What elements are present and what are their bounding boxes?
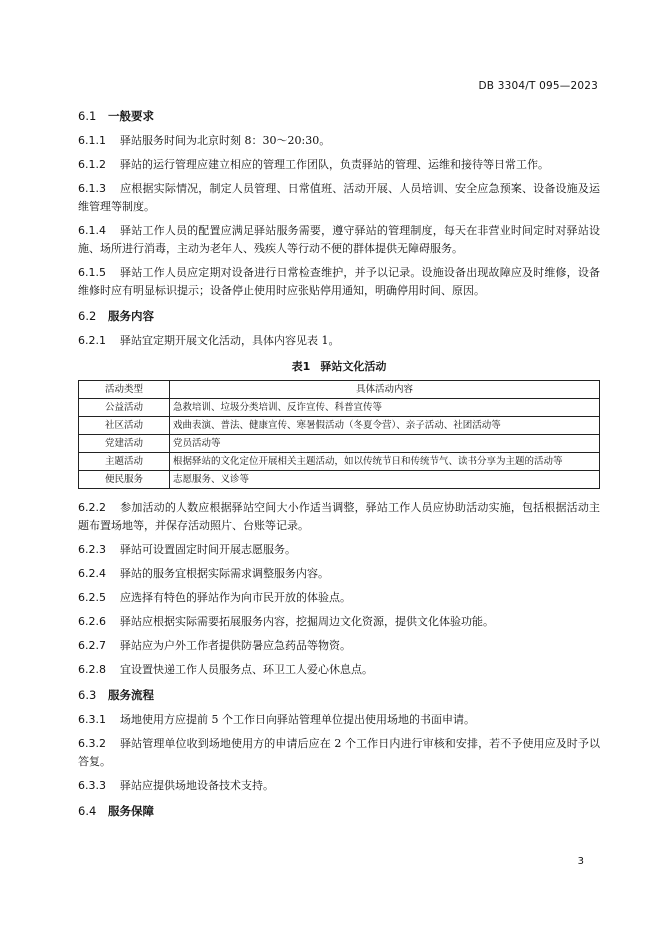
clause — [78, 264, 600, 300]
clause — [78, 661, 600, 679]
cell-detail: 党员活动等 — [170, 435, 600, 453]
section-heading — [78, 801, 600, 821]
clause — [78, 735, 600, 771]
clause-number: 6.1.5 — [78, 266, 106, 279]
clause-text: 驿站宜定期开展文化活动，具体内容见表 1。 — [120, 334, 340, 347]
section-number: 6.1 — [78, 109, 97, 123]
clause-number: 6.2.2 — [78, 501, 106, 514]
clause-text: 驿站的运行管理应建立相应的管理工作团队，负责驿站的管理、运维和接待等日常工作。 — [120, 158, 549, 171]
clause-number: 6.2.4 — [78, 567, 106, 580]
table-number: 表1 — [291, 360, 311, 373]
table-row — [79, 435, 600, 453]
clause — [78, 156, 600, 174]
clause — [78, 180, 600, 216]
cell-detail: 根据驿站的文化定位开展相关主题活动，如以传统节日和传统节气、读书分享为主题的活动等 — [170, 453, 600, 471]
section-heading — [78, 685, 600, 705]
clause — [78, 613, 600, 631]
column-header-detail: 具体活动内容 — [170, 381, 600, 399]
clause-text: 驿站可设置固定时间开展志愿服务。 — [120, 543, 296, 556]
section-title: 一般要求 — [108, 109, 154, 123]
clause-number: 6.2.6 — [78, 615, 106, 628]
clause-number: 6.2.3 — [78, 543, 106, 556]
page-number: 3 — [577, 856, 584, 867]
section-number: 6.3 — [78, 688, 97, 702]
document-body — [78, 106, 600, 821]
table-row — [79, 417, 600, 435]
clause-number: 6.2.5 — [78, 591, 106, 604]
clause-text: 驿站的服务宜根据实际需求调整服务内容。 — [120, 567, 329, 580]
section-number: 6.2 — [78, 309, 97, 323]
clause-text: 场地使用方应提前 5 个工作日向驿站管理单位提出使用场地的书面申请。 — [120, 713, 475, 726]
section-title: 服务流程 — [108, 688, 154, 702]
clause — [78, 222, 600, 258]
clause-text: 驿站应根据实际需要拓展服务内容，挖掘周边文化资源，提供文化体验功能。 — [120, 615, 494, 628]
clause — [78, 589, 600, 607]
clause — [78, 541, 600, 559]
clause-text: 驿站管理单位收到场地使用方的申请后应在 2 个工作日内进行审核和安排，若不予使用应及时予以答复。 — [78, 737, 600, 768]
clause-number: 6.1.4 — [78, 224, 106, 237]
clause-number: 6.3.3 — [78, 779, 106, 792]
clause-number: 6.3.2 — [78, 737, 106, 750]
section-number: 6.4 — [78, 804, 97, 818]
clause-number: 6.2.8 — [78, 663, 106, 676]
clause-number: 6.3.1 — [78, 713, 106, 726]
clause-text: 应选择有特色的驿站作为向市民开放的体验点。 — [120, 591, 351, 604]
cell-type: 社区活动 — [79, 417, 170, 435]
clause — [78, 332, 600, 350]
clause-text: 参加活动的人数应根据驿站空间大小作适当调整，驿站工作人员应协助活动实施，包括根据活动主题布置场地等，并保存活动照片、台账等记录。 — [78, 501, 600, 532]
clause — [78, 565, 600, 583]
clause — [78, 499, 600, 535]
clause — [78, 777, 600, 795]
cell-type: 公益活动 — [79, 399, 170, 417]
activities-table — [78, 380, 600, 489]
clause-number: 6.1.2 — [78, 158, 106, 171]
cell-type: 便民服务 — [79, 471, 170, 489]
clause — [78, 132, 600, 150]
clause — [78, 637, 600, 655]
column-header-type: 活动类型 — [79, 381, 170, 399]
section-heading — [78, 306, 600, 326]
clause-number: 6.2.1 — [78, 334, 106, 347]
clause-number: 6.2.7 — [78, 639, 106, 652]
clause-text: 驿站工作人员应定期对设备进行日常检查维护，并予以记录。设施设备出现故障应及时维修，设备维修时应有明显标识提示；设备停止使用时应张贴停用通知，明确停用时间、原因。 — [78, 266, 600, 297]
clause-text: 驿站应为户外工作者提供防暑应急药品等物资。 — [120, 639, 351, 652]
table-row — [79, 471, 600, 489]
section-heading — [78, 106, 600, 126]
clause-text: 应根据实际情况，制定人员管理、日常值班、活动开展、人员培训、安全应急预案、设备设施及运维管理等制度。 — [78, 182, 600, 213]
cell-detail: 志愿服务、义诊等 — [170, 471, 600, 489]
clause — [78, 711, 600, 729]
table-header-row — [79, 381, 600, 399]
document-id: DB 3304/T 095—2023 — [478, 80, 598, 92]
cell-type: 党建活动 — [79, 435, 170, 453]
clause-number: 6.1.1 — [78, 134, 106, 147]
clause-text: 驿站应提供场地设备技术支持。 — [120, 779, 274, 792]
cell-detail: 戏曲表演、普法、健康宣传、寒暑假活动（冬夏令营）、亲子活动、社团活动等 — [170, 417, 600, 435]
table-caption — [78, 356, 600, 378]
table-title: 驿站文化活动 — [320, 360, 387, 373]
clause-text: 驿站服务时间为北京时刻 8：30～20:30。 — [120, 134, 331, 147]
table-row — [79, 453, 600, 471]
clause-number: 6.1.3 — [78, 182, 106, 195]
section-title: 服务保障 — [108, 804, 154, 818]
cell-type: 主题活动 — [79, 453, 170, 471]
clause-text: 宜设置快递工作人员服务点、环卫工人爱心休息点。 — [120, 663, 373, 676]
section-title: 服务内容 — [108, 309, 154, 323]
cell-detail: 急救培训、垃圾分类培训、反诈宣传、科普宣传等 — [170, 399, 600, 417]
table-row — [79, 399, 600, 417]
clause-text: 驿站工作人员的配置应满足驿站服务需要，遵守驿站的管理制度，每天在非营业时间定时对驿站设施、场所进行消毒，主动为老年人、残疾人等行动不便的群体提供无障碍服务。 — [78, 224, 600, 255]
